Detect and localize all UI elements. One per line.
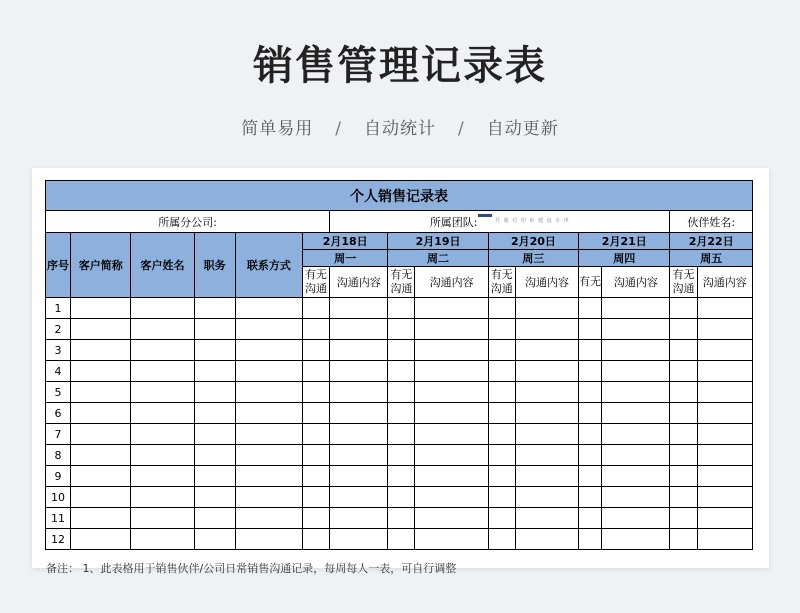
table-cell[interactable] [235,319,302,340]
weekday-header: 周四 [579,250,670,267]
header-contact-content: 沟通内容 [697,267,752,298]
row-number: 5 [46,382,71,403]
table-cell[interactable] [194,382,235,403]
sales-record-table [45,180,753,550]
table-cell[interactable] [330,319,388,340]
table-cell[interactable] [235,424,302,445]
table-cell[interactable] [131,424,194,445]
table-cell[interactable] [579,403,602,424]
table-cell[interactable] [388,340,415,361]
table-cell[interactable] [602,403,670,424]
table-cell[interactable] [71,424,131,445]
table-cell[interactable] [697,466,752,487]
table-cell[interactable] [602,466,670,487]
table-cell[interactable] [670,319,697,340]
table-cell[interactable] [235,529,302,550]
table-cell[interactable] [131,487,194,508]
table-cell[interactable] [71,298,131,319]
table-cell[interactable] [131,361,194,382]
table-cell[interactable] [697,361,752,382]
table-row [46,466,753,487]
team-field[interactable] [330,211,670,233]
table-cell[interactable] [515,361,578,382]
table-cell[interactable] [579,424,602,445]
table-cell[interactable] [515,319,578,340]
row-number: 8 [46,445,71,466]
header-contact-content: 沟通内容 [330,267,388,298]
table-cell[interactable] [388,466,415,487]
stamp-text: 共 收 付 印 单 建 设 专 世 [495,217,570,224]
subtitle-item: 简单易用 [241,119,314,139]
table-cell[interactable] [194,298,235,319]
table-cell[interactable] [303,445,330,466]
table-cell[interactable] [131,382,194,403]
table-cell[interactable] [71,319,131,340]
table-cell[interactable] [488,319,515,340]
table-cell[interactable] [488,340,515,361]
header-has-contact: 有无沟通 [388,267,415,298]
table-cell[interactable] [515,403,578,424]
weekday-header: 周一 [303,250,388,267]
table-cell[interactable] [515,529,578,550]
table-row [46,340,753,361]
table-cell[interactable] [131,340,194,361]
table-cell[interactable] [303,361,330,382]
table-cell[interactable] [194,361,235,382]
table-cell[interactable] [515,424,578,445]
table-cell[interactable] [488,403,515,424]
header-contact-content: 沟通内容 [602,267,670,298]
table-cell[interactable] [602,424,670,445]
table-cell[interactable] [388,487,415,508]
table-cell[interactable] [71,487,131,508]
table-cell[interactable] [303,403,330,424]
header-has-contact: 有无沟通 [303,267,330,298]
table-row [46,529,753,550]
table-cell[interactable] [488,298,515,319]
table-cell[interactable] [515,340,578,361]
header-position: 职务 [194,233,235,298]
table-cell[interactable] [330,529,388,550]
header-client-name: 客户姓名 [131,233,194,298]
weekday-header: 周三 [488,250,578,267]
table-cell[interactable] [515,382,578,403]
table-cell[interactable] [235,487,302,508]
row-number: 11 [46,508,71,529]
table-cell[interactable] [71,340,131,361]
table-cell[interactable] [71,445,131,466]
table-cell[interactable] [131,445,194,466]
table-cell[interactable] [579,298,602,319]
row-number: 1 [46,298,71,319]
table-cell[interactable] [670,382,697,403]
date-header: 2月19日 [388,233,488,250]
table-cell[interactable] [697,445,752,466]
table-cell[interactable] [488,529,515,550]
table-cell[interactable] [194,466,235,487]
table-cell[interactable] [697,508,752,529]
table-cell[interactable] [670,508,697,529]
date-header: 2月18日 [303,233,388,250]
subtitle-separator: / [458,119,465,139]
table-cell[interactable] [697,340,752,361]
table-cell[interactable] [670,340,697,361]
header-contact-content: 沟通内容 [515,267,578,298]
table-cell[interactable] [235,361,302,382]
table-cell[interactable] [303,382,330,403]
table-cell[interactable] [303,487,330,508]
table-cell[interactable] [515,445,578,466]
table-cell[interactable] [515,466,578,487]
table-cell[interactable] [670,403,697,424]
header-has-contact: 有无沟通 [488,267,515,298]
table-cell[interactable] [579,508,602,529]
table-cell[interactable] [235,508,302,529]
table-cell[interactable] [131,529,194,550]
table-row [46,361,753,382]
subtitle-item: 自动统计 [364,119,436,139]
row-number: 10 [46,487,71,508]
table-cell[interactable] [194,529,235,550]
table-cell[interactable] [515,508,578,529]
table-cell[interactable] [330,361,388,382]
table-cell[interactable] [670,424,697,445]
table-cell[interactable] [194,403,235,424]
table-cell[interactable] [415,340,488,361]
row-number: 3 [46,340,71,361]
table-row [46,319,753,340]
table-cell[interactable] [515,487,578,508]
table-cell[interactable] [330,340,388,361]
table-cell[interactable] [415,403,488,424]
table-cell[interactable] [697,319,752,340]
table-cell[interactable] [71,529,131,550]
table-cell[interactable] [131,298,194,319]
table-cell[interactable] [415,319,488,340]
table-cell[interactable] [602,487,670,508]
partner-field[interactable]: 伙伴姓名: [670,211,753,233]
row-number: 6 [46,403,71,424]
table-cell[interactable] [515,298,578,319]
row-number: 9 [46,466,71,487]
header-seq: 序号 [46,233,71,298]
table-cell[interactable] [330,487,388,508]
table-cell[interactable] [235,445,302,466]
table-cell[interactable] [194,340,235,361]
table-cell[interactable] [330,403,388,424]
table-cell[interactable] [71,382,131,403]
stamp-mark-icon [478,214,492,217]
table-cell[interactable] [670,466,697,487]
table-cell[interactable] [388,445,415,466]
table-cell[interactable] [697,529,752,550]
table-cell[interactable] [697,403,752,424]
table-cell[interactable] [388,361,415,382]
table-cell[interactable] [388,403,415,424]
table-cell[interactable] [388,319,415,340]
table-cell[interactable] [303,529,330,550]
table-cell[interactable] [697,487,752,508]
table-cell[interactable] [697,424,752,445]
table-cell[interactable] [330,424,388,445]
table-cell[interactable] [330,508,388,529]
table-cell[interactable] [194,445,235,466]
table-cell[interactable] [415,424,488,445]
table-cell[interactable] [330,466,388,487]
table-cell[interactable] [388,424,415,445]
table-cell[interactable] [71,403,131,424]
row-number: 12 [46,529,71,550]
weekday-header: 周五 [670,250,753,267]
table-cell[interactable] [415,487,488,508]
table-cell[interactable] [415,445,488,466]
table-cell[interactable] [488,382,515,403]
table-cell[interactable] [670,487,697,508]
date-header: 2月20日 [488,233,578,250]
table-cell[interactable] [579,487,602,508]
table-cell[interactable] [602,445,670,466]
table-cell[interactable] [488,487,515,508]
team-label: 所属团队: [429,215,478,229]
row-number: 2 [46,319,71,340]
table-row [46,298,753,319]
table-cell[interactable] [303,424,330,445]
table-cell[interactable] [194,319,235,340]
table-cell[interactable] [602,340,670,361]
table-cell[interactable] [579,445,602,466]
header-has-contact: 有无 [579,267,602,298]
table-cell[interactable] [388,529,415,550]
table-cell[interactable] [579,382,602,403]
table-cell[interactable] [388,382,415,403]
header-has-contact: 有无沟通 [670,267,697,298]
table-cell[interactable] [488,361,515,382]
table-cell[interactable] [235,403,302,424]
weekday-header: 周二 [388,250,488,267]
table-cell[interactable] [330,445,388,466]
table-cell[interactable] [670,529,697,550]
date-header: 2月21日 [579,233,670,250]
table-cell[interactable] [71,466,131,487]
table-cell[interactable] [579,340,602,361]
table-cell[interactable] [488,424,515,445]
table-cell[interactable] [235,466,302,487]
table-cell[interactable] [71,508,131,529]
table-cell[interactable] [71,361,131,382]
table-cell[interactable] [194,508,235,529]
table-cell[interactable] [303,319,330,340]
table-cell[interactable] [388,508,415,529]
table-cell[interactable] [602,508,670,529]
page-title: 销售管理记录表 [253,43,547,89]
table-cell[interactable] [194,424,235,445]
table-cell[interactable] [670,361,697,382]
table-cell[interactable] [131,508,194,529]
table-cell[interactable] [303,298,330,319]
header-client-short: 客户简称 [71,233,131,298]
table-note: 备注： 1、此表格用于销售伙伴/公司日常销售沟通记录，每周每人一表，可自行调整 [46,562,457,575]
table-cell[interactable] [697,298,752,319]
spreadsheet-card [32,168,769,575]
table-cell[interactable] [131,466,194,487]
table-cell[interactable] [194,487,235,508]
table-cell[interactable] [330,382,388,403]
company-field[interactable]: 所属分公司: [46,211,330,233]
subtitle-separator: / [335,119,342,139]
table-cell[interactable] [235,298,302,319]
table-row [46,508,753,529]
table-row [46,445,753,466]
table-cell[interactable] [415,298,488,319]
table-cell[interactable] [579,361,602,382]
table-cell[interactable] [131,319,194,340]
row-number: 7 [46,424,71,445]
table-cell[interactable] [388,298,415,319]
header-contact-content: 沟通内容 [415,267,488,298]
subtitle-item: 自动更新 [486,119,559,139]
table-cell[interactable] [488,445,515,466]
table-cell[interactable] [303,466,330,487]
table-cell[interactable] [670,298,697,319]
table-row [46,424,753,445]
sheet-title: 个人销售记录表 [46,181,753,211]
table-row [46,487,753,508]
table-cell[interactable] [579,466,602,487]
table-cell[interactable] [579,529,602,550]
table-cell[interactable] [670,445,697,466]
table-cell[interactable] [697,382,752,403]
table-cell[interactable] [415,466,488,487]
table-cell[interactable] [602,382,670,403]
table-cell[interactable] [602,319,670,340]
table-row [46,403,753,424]
header-contact: 联系方式 [235,233,302,298]
table-cell[interactable] [602,298,670,319]
table-cell[interactable] [602,529,670,550]
table-row [46,382,753,403]
table-cell[interactable] [415,529,488,550]
table-cell[interactable] [303,340,330,361]
table-cell[interactable] [602,361,670,382]
table-cell[interactable] [415,382,488,403]
table-cell[interactable] [579,319,602,340]
table-cell[interactable] [131,403,194,424]
table-cell[interactable] [488,466,515,487]
table-cell[interactable] [235,382,302,403]
date-header: 2月22日 [670,233,753,250]
table-cell[interactable] [330,298,388,319]
table-cell[interactable] [415,508,488,529]
page-subtitle [0,114,800,139]
table-cell[interactable] [235,340,302,361]
row-number: 4 [46,361,71,382]
table-cell[interactable] [415,361,488,382]
table-cell[interactable] [488,508,515,529]
table-cell[interactable] [303,508,330,529]
